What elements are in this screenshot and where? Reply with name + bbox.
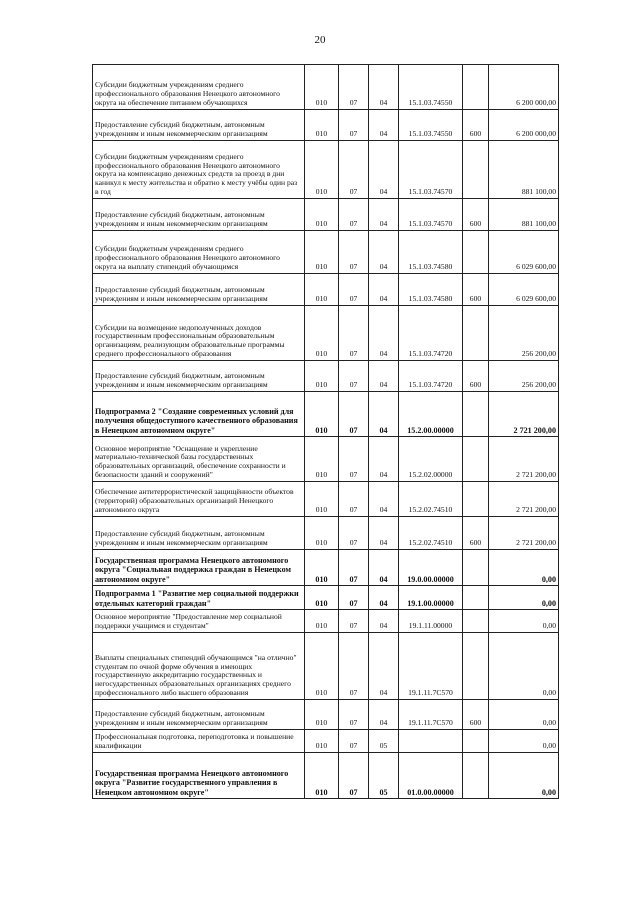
target-article-code: 15.1.03.74720 [399, 361, 463, 392]
subsection-code: 04 [369, 141, 399, 199]
row-name: Предоставление субсидий бюджетным, автономным учреждениям и иным некоммерческим организациям [93, 517, 305, 550]
section-code: 07 [339, 482, 369, 517]
amount: 0,00 [489, 753, 559, 799]
row-name: Предоставление субсидий бюджетным, автономным учреждениям и иным некоммерческим организациям [93, 700, 305, 730]
grbs-code: 010 [305, 306, 339, 361]
expense-type-code [463, 633, 489, 700]
row-name: Выплаты специальных стипендий обучающимся "на отлично" студентам по очной форме обучения в имеющих государственную аккредитацию государственных и негосударственных образовательных организациях среднего профессионального либо высшего образования [93, 633, 305, 700]
table-row [93, 753, 559, 799]
section-code: 07 [339, 610, 369, 633]
row-name: Государственная программа Ненецкого автономного округа "Социальная поддержка граждан в Ненецком автономном округе" [93, 550, 305, 586]
expense-type-code [463, 65, 489, 110]
row-name: Предоставление субсидий бюджетным, автономным учреждениям и иным некоммерческим организациям [93, 110, 305, 141]
subsection-code: 05 [369, 730, 399, 753]
grbs-code: 010 [305, 517, 339, 550]
section-code: 07 [339, 586, 369, 610]
expense-type-code [463, 610, 489, 633]
expense-type-code: 600 [463, 110, 489, 141]
section-code: 07 [339, 199, 369, 231]
target-article-code: 19.1.00.00000 [399, 586, 463, 610]
section-code: 07 [339, 753, 369, 799]
table-row [93, 550, 559, 586]
expense-type-code [463, 231, 489, 274]
expense-type-code [463, 753, 489, 799]
row-name: Предоставление субсидий бюджетным, автономным учреждениям и иным некоммерческим организациям [93, 199, 305, 231]
subsection-code: 04 [369, 610, 399, 633]
target-article-code: 01.0.00.00000 [399, 753, 463, 799]
row-name: Государственная программа Ненецкого автономного округа "Развитие государственного управления в Ненецком автономном округе" [93, 753, 305, 799]
grbs-code: 010 [305, 753, 339, 799]
section-code: 07 [339, 274, 369, 306]
subsection-code: 04 [369, 517, 399, 550]
grbs-code: 010 [305, 361, 339, 392]
table-row [93, 274, 559, 306]
section-code: 07 [339, 65, 369, 110]
amount: 0,00 [489, 610, 559, 633]
table-row [93, 65, 559, 110]
row-name: Подпрограмма 1 "Развитие мер социальной поддержки отдельных категорий граждан" [93, 586, 305, 610]
section-code: 07 [339, 437, 369, 482]
subsection-code: 04 [369, 437, 399, 482]
expense-type-code [463, 392, 489, 437]
target-article-code: 19.1.11.7С570 [399, 633, 463, 700]
subsection-code: 04 [369, 586, 399, 610]
row-name: Субсидии бюджетным учреждениям среднего профессионального образования Ненецкого автономного округа на компенсацию денежных средств за проезд в дни каникул к месту жительства и обратно к месту учёбы один раз в год [93, 141, 305, 199]
target-article-code: 15.1.03.74720 [399, 306, 463, 361]
expense-type-code: 600 [463, 274, 489, 306]
grbs-code: 010 [305, 586, 339, 610]
target-article-code: 15.2.02.74510 [399, 482, 463, 517]
amount: 881 100,00 [489, 199, 559, 231]
section-code: 07 [339, 550, 369, 586]
expense-type-code: 600 [463, 361, 489, 392]
amount: 2 721 200,00 [489, 392, 559, 437]
expense-type-code [463, 482, 489, 517]
expense-type-code [463, 141, 489, 199]
subsection-code: 04 [369, 65, 399, 110]
grbs-code: 010 [305, 730, 339, 753]
section-code: 07 [339, 392, 369, 437]
subsection-code: 04 [369, 392, 399, 437]
subsection-code: 05 [369, 753, 399, 799]
row-name: Предоставление субсидий бюджетным, автономным учреждениям и иным некоммерческим организациям [93, 274, 305, 306]
target-article-code: 15.1.03.74570 [399, 141, 463, 199]
grbs-code: 010 [305, 141, 339, 199]
expense-type-code [463, 586, 489, 610]
section-code: 07 [339, 110, 369, 141]
subsection-code: 04 [369, 550, 399, 586]
target-article-code: 19.0.00.00000 [399, 550, 463, 586]
amount: 6 200 000,00 [489, 110, 559, 141]
amount: 256 200,00 [489, 361, 559, 392]
row-name: Субсидии бюджетным учреждениям среднего профессионального образования Ненецкого автономного округа на выплату стипендий обучающимся [93, 231, 305, 274]
table-row [93, 730, 559, 753]
amount: 0,00 [489, 700, 559, 730]
grbs-code: 010 [305, 700, 339, 730]
table-row [93, 437, 559, 482]
grbs-code: 010 [305, 482, 339, 517]
expense-type-code [463, 730, 489, 753]
amount: 256 200,00 [489, 306, 559, 361]
amount: 2 721 200,00 [489, 517, 559, 550]
grbs-code: 010 [305, 610, 339, 633]
table-row [93, 231, 559, 274]
section-code: 07 [339, 517, 369, 550]
subsection-code: 04 [369, 199, 399, 231]
amount: 2 721 200,00 [489, 437, 559, 482]
grbs-code: 010 [305, 274, 339, 306]
amount: 881 100,00 [489, 141, 559, 199]
target-article-code: 15.2.02.00000 [399, 437, 463, 482]
target-article-code: 15.1.03.74550 [399, 110, 463, 141]
subsection-code: 04 [369, 361, 399, 392]
target-article-code: 15.2.00.00000 [399, 392, 463, 437]
row-name: Предоставление субсидий бюджетным, автономным учреждениям и иным некоммерческим организациям [93, 361, 305, 392]
amount: 0,00 [489, 730, 559, 753]
section-code: 07 [339, 730, 369, 753]
section-code: 07 [339, 633, 369, 700]
table-row [93, 199, 559, 231]
row-name: Обеспечение антитеррористической защищённости объектов (территорий) образовательных организаций Ненецкого автономного округа [93, 482, 305, 517]
subsection-code: 04 [369, 482, 399, 517]
target-article-code: 19.1.11.00000 [399, 610, 463, 633]
grbs-code: 010 [305, 550, 339, 586]
table-row [93, 141, 559, 199]
subsection-code: 04 [369, 110, 399, 141]
table-row [93, 517, 559, 550]
target-article-code: 15.1.03.74570 [399, 199, 463, 231]
amount: 6 029 600,00 [489, 274, 559, 306]
expense-type-code: 600 [463, 517, 489, 550]
target-article-code: 15.2.02.74510 [399, 517, 463, 550]
grbs-code: 010 [305, 110, 339, 141]
table-row [93, 110, 559, 141]
table-row [93, 586, 559, 610]
amount: 2 721 200,00 [489, 482, 559, 517]
grbs-code: 010 [305, 231, 339, 274]
subsection-code: 04 [369, 700, 399, 730]
amount: 0,00 [489, 633, 559, 700]
section-code: 07 [339, 306, 369, 361]
row-name: Субсидии бюджетным учреждениям среднего профессионального образования Ненецкого автономного округа на обеспечение питанием обучающихся [93, 65, 305, 110]
section-code: 07 [339, 700, 369, 730]
table-body [93, 65, 559, 799]
table-row [93, 633, 559, 700]
table-row [93, 306, 559, 361]
section-code: 07 [339, 141, 369, 199]
subsection-code: 04 [369, 306, 399, 361]
row-name: Подпрограмма 2 "Создание современных условий для получения общедоступного качественного образования в Ненецком автономном округе" [93, 392, 305, 437]
amount: 0,00 [489, 586, 559, 610]
table-row [93, 610, 559, 633]
subsection-code: 04 [369, 274, 399, 306]
expense-type-code: 600 [463, 700, 489, 730]
page-number: 20 [314, 34, 326, 46]
amount: 0,00 [489, 550, 559, 586]
expense-type-code: 600 [463, 199, 489, 231]
row-name: Основное мероприятие "Оснащение и укрепление материально-технической базы государственных образовательных организаций, обеспечение сохранности и безопасности зданий и сооружений" [93, 437, 305, 482]
section-code: 07 [339, 361, 369, 392]
row-name: Субсидии на возмещение недополученных доходов государственным профессиональным образовательным организациям, реализующим образовательные программы среднего профессионального образования [93, 306, 305, 361]
section-code: 07 [339, 231, 369, 274]
grbs-code: 010 [305, 199, 339, 231]
target-article-code [399, 730, 463, 753]
table-row [93, 392, 559, 437]
expense-type-code [463, 306, 489, 361]
grbs-code: 010 [305, 437, 339, 482]
target-article-code: 19.1.11.7С570 [399, 700, 463, 730]
row-name: Основное мероприятие "Предоставление мер социальной поддержки учащимся и студентам" [93, 610, 305, 633]
table-row [93, 482, 559, 517]
row-name: Профессиональная подготовка, переподготовка и повышение квалификации [93, 730, 305, 753]
budget-table [92, 64, 559, 799]
expense-type-code [463, 550, 489, 586]
subsection-code: 04 [369, 633, 399, 700]
table-row [93, 361, 559, 392]
subsection-code: 04 [369, 231, 399, 274]
grbs-code: 010 [305, 65, 339, 110]
amount: 6 029 600,00 [489, 231, 559, 274]
expense-type-code [463, 437, 489, 482]
target-article-code: 15.1.03.74550 [399, 65, 463, 110]
amount: 6 200 000,00 [489, 65, 559, 110]
target-article-code: 15.1.03.74580 [399, 274, 463, 306]
grbs-code: 010 [305, 633, 339, 700]
target-article-code: 15.1.03.74580 [399, 231, 463, 274]
table-row [93, 700, 559, 730]
grbs-code: 010 [305, 392, 339, 437]
